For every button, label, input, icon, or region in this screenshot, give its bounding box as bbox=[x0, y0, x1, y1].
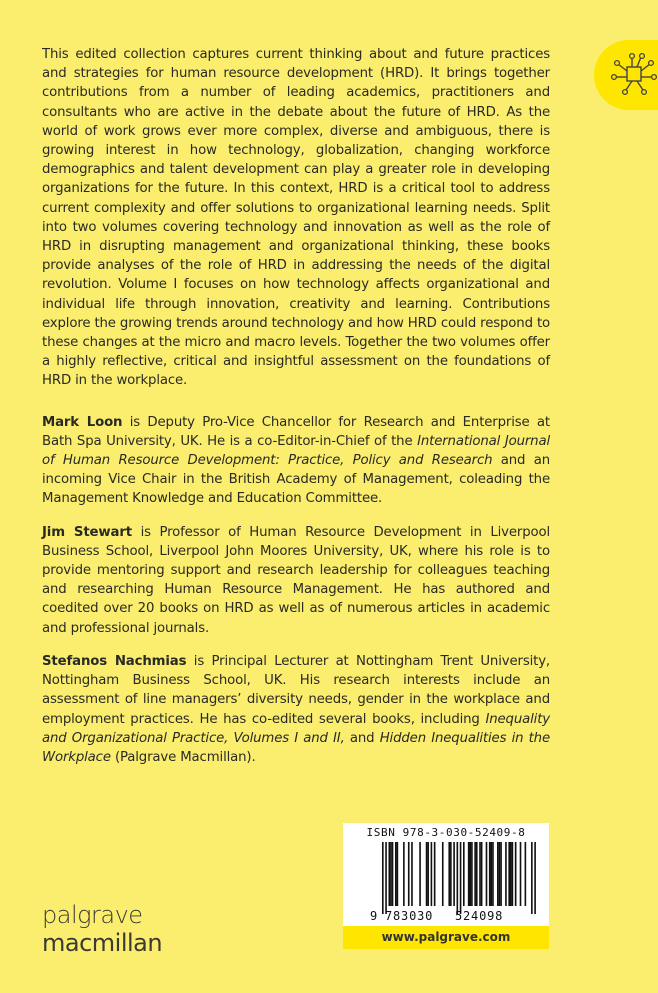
isbn-label: ISBN 978-3-030-52409-8 bbox=[366, 826, 526, 839]
barcode-bar bbox=[474, 842, 476, 906]
author-name: Stefanos Nachmias bbox=[42, 653, 187, 669]
barcode-bar bbox=[427, 842, 429, 906]
bio-jim-stewart: Jim Stewart is Professor of Human Resource Development in Liverpool Business School, Liverpool John Moores University, UK, where his role is to provide mentoring support and research leadership for colleagues teaching and researching Human Resource Management. He has authored and coedited over 20 books on HRD as well as of numerous articles in academic and professional journals. bbox=[42, 524, 550, 636]
barcode-bar bbox=[468, 842, 470, 906]
barcode-bar bbox=[408, 842, 410, 906]
publisher-logo-line1: palgrave bbox=[42, 901, 143, 929]
barcode-bar bbox=[390, 842, 392, 906]
author-name: Mark Loon bbox=[42, 414, 123, 430]
barcode-bar bbox=[476, 842, 478, 906]
barcode-bar bbox=[469, 842, 471, 906]
barcode-bar bbox=[419, 842, 421, 906]
barcode-bar bbox=[520, 842, 522, 906]
barcode-bar bbox=[534, 842, 536, 914]
barcode-bar bbox=[505, 842, 507, 906]
barcode-bar bbox=[492, 842, 494, 906]
barcode-bar bbox=[395, 842, 397, 906]
cover-text bbox=[42, 45, 550, 767]
barcode-bar bbox=[397, 842, 399, 906]
barcode-bar bbox=[463, 842, 465, 906]
barcode-bar bbox=[388, 842, 390, 906]
barcode-bar bbox=[448, 842, 450, 906]
series-badge bbox=[594, 40, 658, 110]
bio-mark-loon: Mark Loon is Deputy Pro-Vice Chancellor for Research and Enterprise at Bath Spa University, UK. He is a co-Editor-in-Chief of the International Journal of Human Resource Development: Practice, Policy and Research and an incoming Vice Chair in the British Academy of Management, coleading the Management Knowledge and Education Committee. bbox=[42, 414, 550, 507]
ean-right-group: 524098 bbox=[455, 909, 504, 923]
barcode-bar bbox=[497, 842, 499, 906]
book-title: Hidden Inequalities in the Workplace bbox=[42, 730, 550, 765]
barcode-bar bbox=[512, 842, 514, 906]
barcode-bar bbox=[508, 842, 510, 906]
barcode-bar bbox=[525, 842, 527, 906]
isbn-barcode bbox=[343, 823, 549, 926]
barcode-bar bbox=[479, 842, 481, 906]
blurb-paragraph: This edited collection captures current thinking about and future practices and strategies for human resource development (HRD). It brings together contributions from a number of leading academics, practitioners and consultants who are active in the debate about the future of HRD. As the world of work grows ever more complex, diverse and ambiguous, there is growing interest in how technology, globalization, changing workforce demographics and talent development can play a greater role in developing organizations for the future. In this context, HRD is a critical tool to address current complexity and offer solutions to organizational learning needs. Split into two volumes covering technology and innovation as well as the role of HRD in disrupting management and organizational thinking, these books provide analyses of the role of HRD in addressing the needs of the digital revolution. Volume I focuses on how technology affects organizational and individual life through innovation, creativity and learning. Contributions explore the growing trends around technology and how HRD could respond to these changes at the micro and macro levels. Together the two volumes offer a highly reflective, critical and insightful assessment on the foundations of HRD in the workplace. bbox=[42, 47, 550, 389]
bio-stefanos-nachmias: Stefanos Nachmias is Principal Lecturer at Nottingham Trent University, Nottingham Business School, UK. His research interests include an assessment of line managers’ diversity needs, gender in the workplace and employment practices. He has co-edited several books, including Inequality and Organizational Practice, Volumes I and II, and Hidden Inequalities in the Workplace (Palgrave Macmillan). bbox=[42, 653, 550, 765]
author-name: Jim Stewart bbox=[42, 524, 132, 540]
barcode-bar bbox=[411, 842, 413, 906]
barcode-bar bbox=[460, 842, 462, 914]
barcode-bar bbox=[434, 842, 436, 906]
barcode-bar bbox=[382, 842, 384, 914]
barcode-bar bbox=[481, 842, 483, 906]
barcode-bar bbox=[500, 842, 502, 906]
barcode-bar bbox=[392, 842, 394, 906]
barcode-bar bbox=[531, 842, 533, 914]
book-title: Inequality and Organizational Practice, Volumes I and II, bbox=[42, 711, 550, 746]
barcode-bar bbox=[431, 842, 433, 906]
barcode-bar bbox=[515, 842, 517, 906]
barcode-bar bbox=[486, 842, 488, 906]
barcode-bar bbox=[385, 842, 387, 914]
ean-left-group: 783030 bbox=[385, 909, 434, 923]
ean-first-digit: 9 bbox=[370, 909, 379, 923]
website-bar bbox=[343, 926, 549, 949]
barcode-bar bbox=[499, 842, 501, 906]
barcode-bar bbox=[453, 842, 455, 906]
barcode-bar bbox=[457, 842, 459, 914]
publisher-logo bbox=[42, 902, 162, 956]
barcode-bar bbox=[442, 842, 444, 906]
website-link[interactable]: www.palgrave.com bbox=[381, 930, 511, 944]
journal-title: International Journal of Human Resource Development: Practice, Policy and Research bbox=[42, 433, 550, 469]
barcode-bar bbox=[510, 842, 512, 906]
barcode-bar bbox=[491, 842, 493, 906]
barcode-bar bbox=[426, 842, 428, 906]
barcode-bar bbox=[489, 842, 491, 906]
barcode-bar bbox=[450, 842, 452, 906]
circuit-network-icon bbox=[608, 52, 658, 98]
barcode-bar bbox=[471, 842, 473, 906]
barcode-bar bbox=[403, 842, 405, 906]
publisher-logo-line2: macmillan bbox=[42, 929, 163, 957]
